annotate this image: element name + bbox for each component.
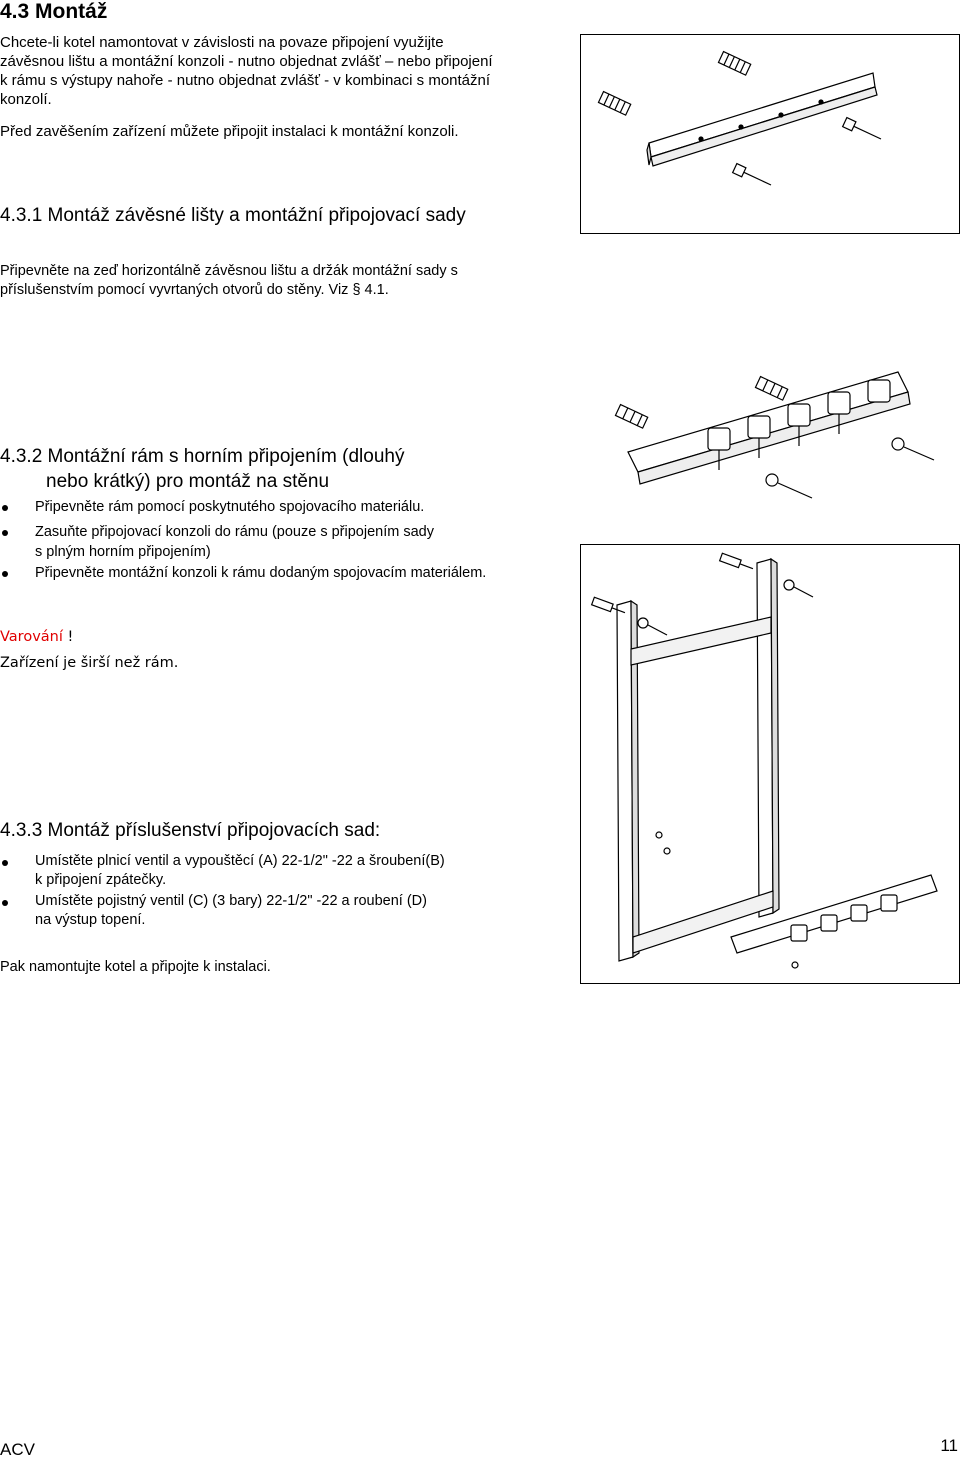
warning-text: Zařízení je širší než rám. bbox=[0, 655, 179, 671]
figure-mounting-frame bbox=[580, 544, 960, 984]
bullet-dot bbox=[2, 900, 8, 906]
s432-bullet-2: Zasuňte připojovací konzoli do rámu (pouze s připojením sady bbox=[35, 524, 434, 540]
s433-bullet-2-line-2: na výstup topení. bbox=[35, 912, 146, 928]
intro-line-1: Chcete-li kotel namontovat v závislosti na povaze připojení využijte bbox=[0, 34, 444, 51]
bullet-dot bbox=[2, 505, 8, 511]
s432-bullet-3: Připevněte montážní konzoli k rámu dodaným spojovacím materiálem. bbox=[35, 565, 487, 581]
intro-line-5: Před zavěšením zařízení můžete připojit instalaci k montážní konzoli. bbox=[0, 123, 459, 140]
bullet-dot bbox=[2, 530, 8, 536]
heading-4-3-2-line-1: 4.3.2 Montážní rám s horním připojením (dlouhý bbox=[0, 446, 405, 467]
s432-bullet-1: Připevněte rám pomocí poskytnutého spojovacího materiálu. bbox=[35, 499, 425, 515]
figure-mounting-bracket bbox=[598, 352, 960, 522]
bullet-dot bbox=[2, 571, 8, 577]
mounting-bracket-illustration bbox=[598, 352, 960, 522]
s431-line-2: příslušenstvím pomocí vyvrtaných otvorů do stěny. Viz § 4.1. bbox=[0, 282, 389, 298]
s432-bullet-2-cont: s plným horním připojením) bbox=[35, 544, 211, 560]
section-title: 4.3 Montáž bbox=[0, 0, 108, 23]
hanging-rail-illustration bbox=[581, 35, 958, 232]
heading-4-3-3: 4.3.3 Montáž příslušenství připojovacích sad: bbox=[0, 820, 381, 841]
heading-4-3-2-line-2: nebo krátký) pro montáž na stěnu bbox=[46, 471, 330, 492]
s433-bullet-2-line-1: Umístěte pojistný ventil (C) (3 bary) 22-1/2" -22 a roubení (D) bbox=[35, 893, 427, 909]
footer-brand: ACV bbox=[0, 1440, 35, 1459]
bullet-dot bbox=[2, 860, 8, 866]
warning-title: Varování ! bbox=[0, 629, 74, 645]
page-number: 11 bbox=[940, 1436, 958, 1455]
warning-mark: ! bbox=[67, 629, 74, 645]
s433-bullet-1-line-1: Umístěte plnicí ventil a vypouštěcí (A) 22-1/2" -22 a šroubení(B) bbox=[35, 853, 445, 869]
figure-hanging-rail bbox=[580, 34, 960, 234]
intro-line-3: k rámu s výstupy nahoře - nutno objednat zvlášť - v kombinaci s montážní bbox=[0, 72, 491, 89]
intro-line-2: závěsnou lištu a montážní konzoli - nutno objednat zvlášť – nebo připojení bbox=[0, 53, 493, 70]
mounting-frame-illustration bbox=[581, 545, 958, 982]
closing-text: Pak namontujte kotel a připojte k instalaci. bbox=[0, 959, 271, 975]
heading-4-3-1: 4.3.1 Montáž závěsné lišty a montážní připojovací sady bbox=[0, 205, 466, 226]
intro-line-4: konzolí. bbox=[0, 91, 52, 108]
s431-line-1: Připevněte na zeď horizontálně závěsnou lištu a držák montážní sady s bbox=[0, 263, 458, 279]
s433-bullet-1-line-2: k připojení zpátečky. bbox=[35, 872, 167, 888]
